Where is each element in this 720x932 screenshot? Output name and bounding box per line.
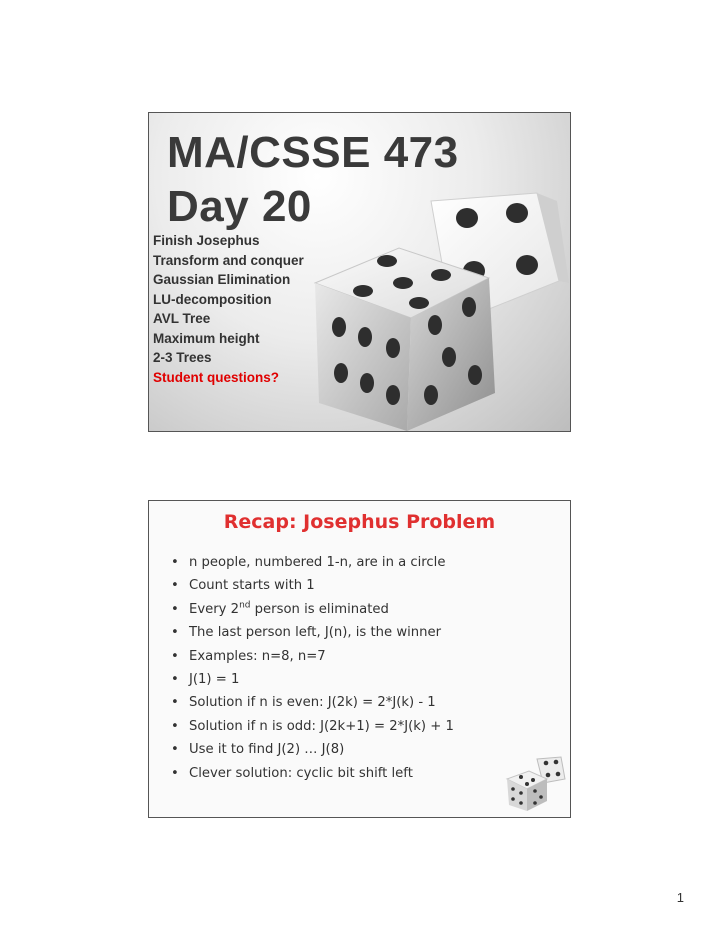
bullet-item: • Solution if n is odd: J(2k+1) = 2*J(k) + 1 xyxy=(171,715,454,738)
bullet-item: • The last person left, J(n), is the winner xyxy=(171,621,454,644)
bullet-item: • Clever solution: cyclic bit shift left xyxy=(171,762,454,785)
recap-title: Recap: Josephus Problem xyxy=(223,511,496,533)
slide-title-course: MA/CSSE 473 xyxy=(167,128,459,177)
topic-item: Gaussian Elimination xyxy=(153,272,291,287)
bullet-item: • Solution if n is even: J(2k) = 2*J(k) - 1 xyxy=(171,691,454,714)
topic-item: AVL Tree xyxy=(153,311,211,326)
bullet-item: • Use it to find J(2) … J(8) xyxy=(171,738,454,761)
bullet-item: • Examples: n=8, n=7 xyxy=(171,645,454,668)
bullet-text: Every 2 xyxy=(189,601,240,617)
topic-item: LU-decomposition xyxy=(153,291,272,307)
bullet-item: • J(1) = 1 xyxy=(171,668,454,691)
topic-item: Transform and conquer xyxy=(153,252,304,268)
recap-slide xyxy=(148,500,571,818)
student-questions: Student questions? xyxy=(153,369,279,385)
topic-list xyxy=(153,231,304,387)
bullet-text: person is eliminated xyxy=(250,601,389,617)
slide-title-day: Day 20 xyxy=(167,182,312,231)
bullet-item: • Count starts with 1 xyxy=(171,574,454,597)
recap-bullets xyxy=(171,551,454,785)
topic-item: Maximum height xyxy=(153,330,260,346)
bullet-item: • n people, numbered 1-n, are in a circle xyxy=(171,551,454,574)
topic-item: Finish Josephus xyxy=(153,233,260,248)
page-number: 1 xyxy=(676,890,684,905)
small-dice-image xyxy=(499,749,569,815)
title-slide xyxy=(148,112,571,432)
bullet-item xyxy=(171,598,454,621)
ordinal-suffix: nd xyxy=(239,600,251,611)
topic-item: 2-3 Trees xyxy=(153,350,212,365)
